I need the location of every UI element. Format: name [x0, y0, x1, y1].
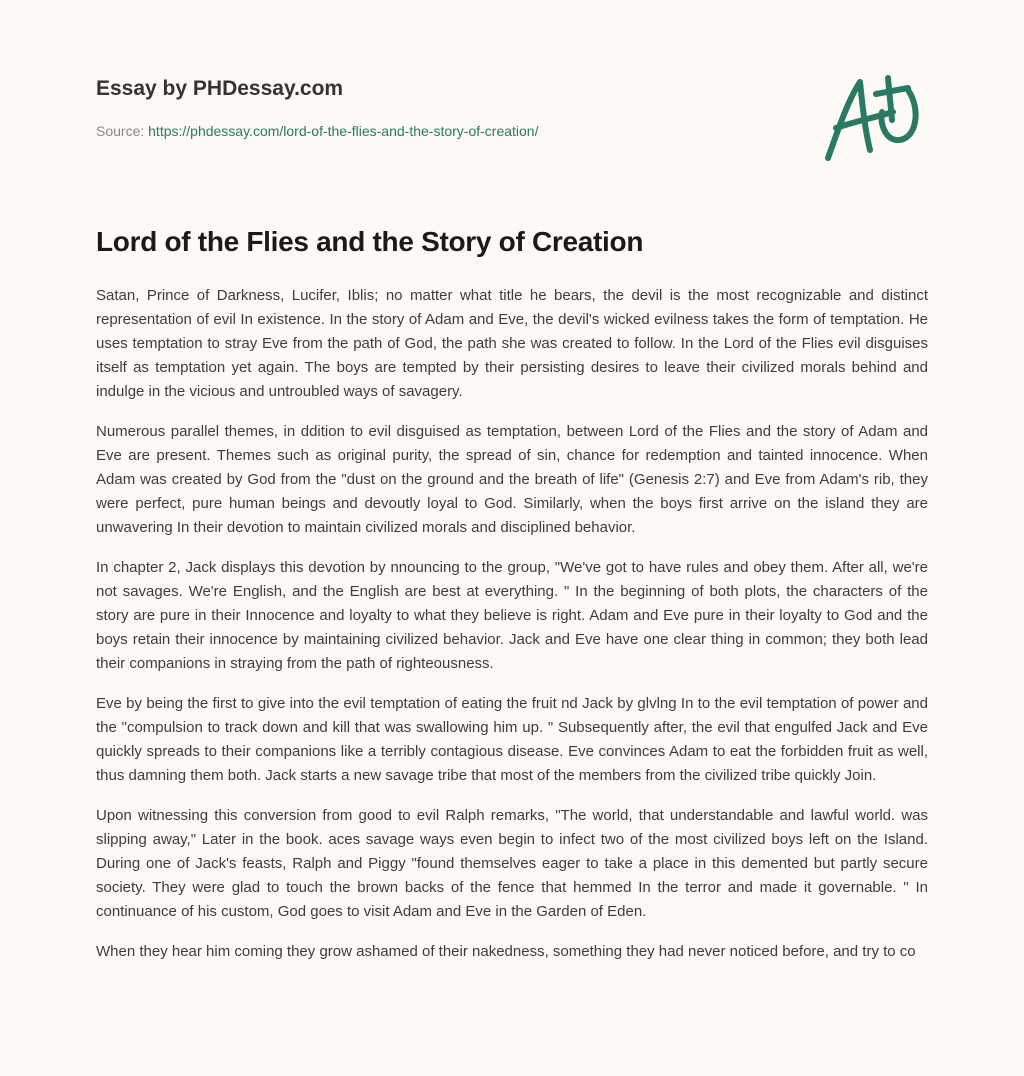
a-plus-logo-icon — [818, 70, 930, 165]
page-title: Lord of the Flies and the Story of Creation — [96, 226, 644, 257]
paragraph: Eve by being the first to give into the evil temptation of eating the fruit nd Jack by glvlng In to the evil temptation of power and the "compulsion to track down and kill that was swallowing him up. " Subsequently after, the evil that engulfed Jack and Eve quickly spreads to their companions like a terribly contagious disease. Eve convinces Adam to eat the forbidden fruit as well, thus damning them both. Jack starts a new savage tribe that most of the members from the civilized tribe quickly Join. — [96, 695, 928, 784]
source-label: Source: — [96, 123, 145, 139]
essay-body — [96, 284, 928, 980]
paragraph: In chapter 2, Jack displays this devotion by nnouncing to the group, "We've got to have rules and obey them. After all, we're not savages. We're English, and the English are best at everything. " In the beginning of both plots, the characters of the story are pure in their Innocence and loyalty to what they believe is right. Adam and Eve pure in their loyalty to God and the boys retain their innocence by maintaining civilized behavior. Jack and Eve have one clear thing in common; they both lead their companions in straying from the path of righteousness. — [96, 559, 928, 672]
paragraph: Upon witnessing this conversion from good to evil Ralph remarks, "The world, that understandable and lawful world. was slipping away," Later in the book. aces savage ways even begin to infect two of the most civilized boys left on the Island. During one of Jack's feasts, Ralph and Piggy "found themselves eager to take a place in this demented but partly secure society. They were glad to touch the brown backs of the fence that hemmed In the terror and made it governable. " In continuance of his custom, God goes to visit Adam and Eve in the Garden of Eden. — [96, 807, 928, 920]
paragraph: Numerous parallel themes, in ddition to evil disguised as temptation, between Lord of the Flies and the story of Adam and Eve are present. Themes such as original purity, the spread of sin, chance for redemption and tainted innocence. When Adam was created by God from the "dust on the ground and the breath of life" (Genesis 2:7) and Eve from Adam's rib, they were perfect, pure human beings and devoutly loyal to God. Similarly, when the boys first arrive on the island they are unwavering In their devotion to maintain civilized morals and disciplined behavior. — [96, 423, 928, 536]
site-brand: Essay by PHDessay.com — [96, 77, 344, 100]
paragraph: When they hear him coming they grow ashamed of their nakedness, something they had never noticed before, and try to co — [96, 943, 916, 960]
source-line — [96, 123, 539, 139]
paragraph: Satan, Prince of Darkness, Lucifer, Iblis; no matter what title he bears, the devil is the most recognizable and distinct representation of evil In existence. In the story of Adam and Eve, the devil's wicked evilness takes the form of temptation. He uses temptation to stray Eve from the path of God, the path she was created to follow. In the Lord of the Flies evil disguises itself as temptation yet again. The boys are tempted by their persisting desires to leave their civilized morals behind and indulge in the vicious and untroubled ways of savagery. — [96, 287, 928, 400]
source-link[interactable]: https://phdessay.com/lord-of-the-flies-and-the-story-of-creation/ — [148, 123, 539, 139]
